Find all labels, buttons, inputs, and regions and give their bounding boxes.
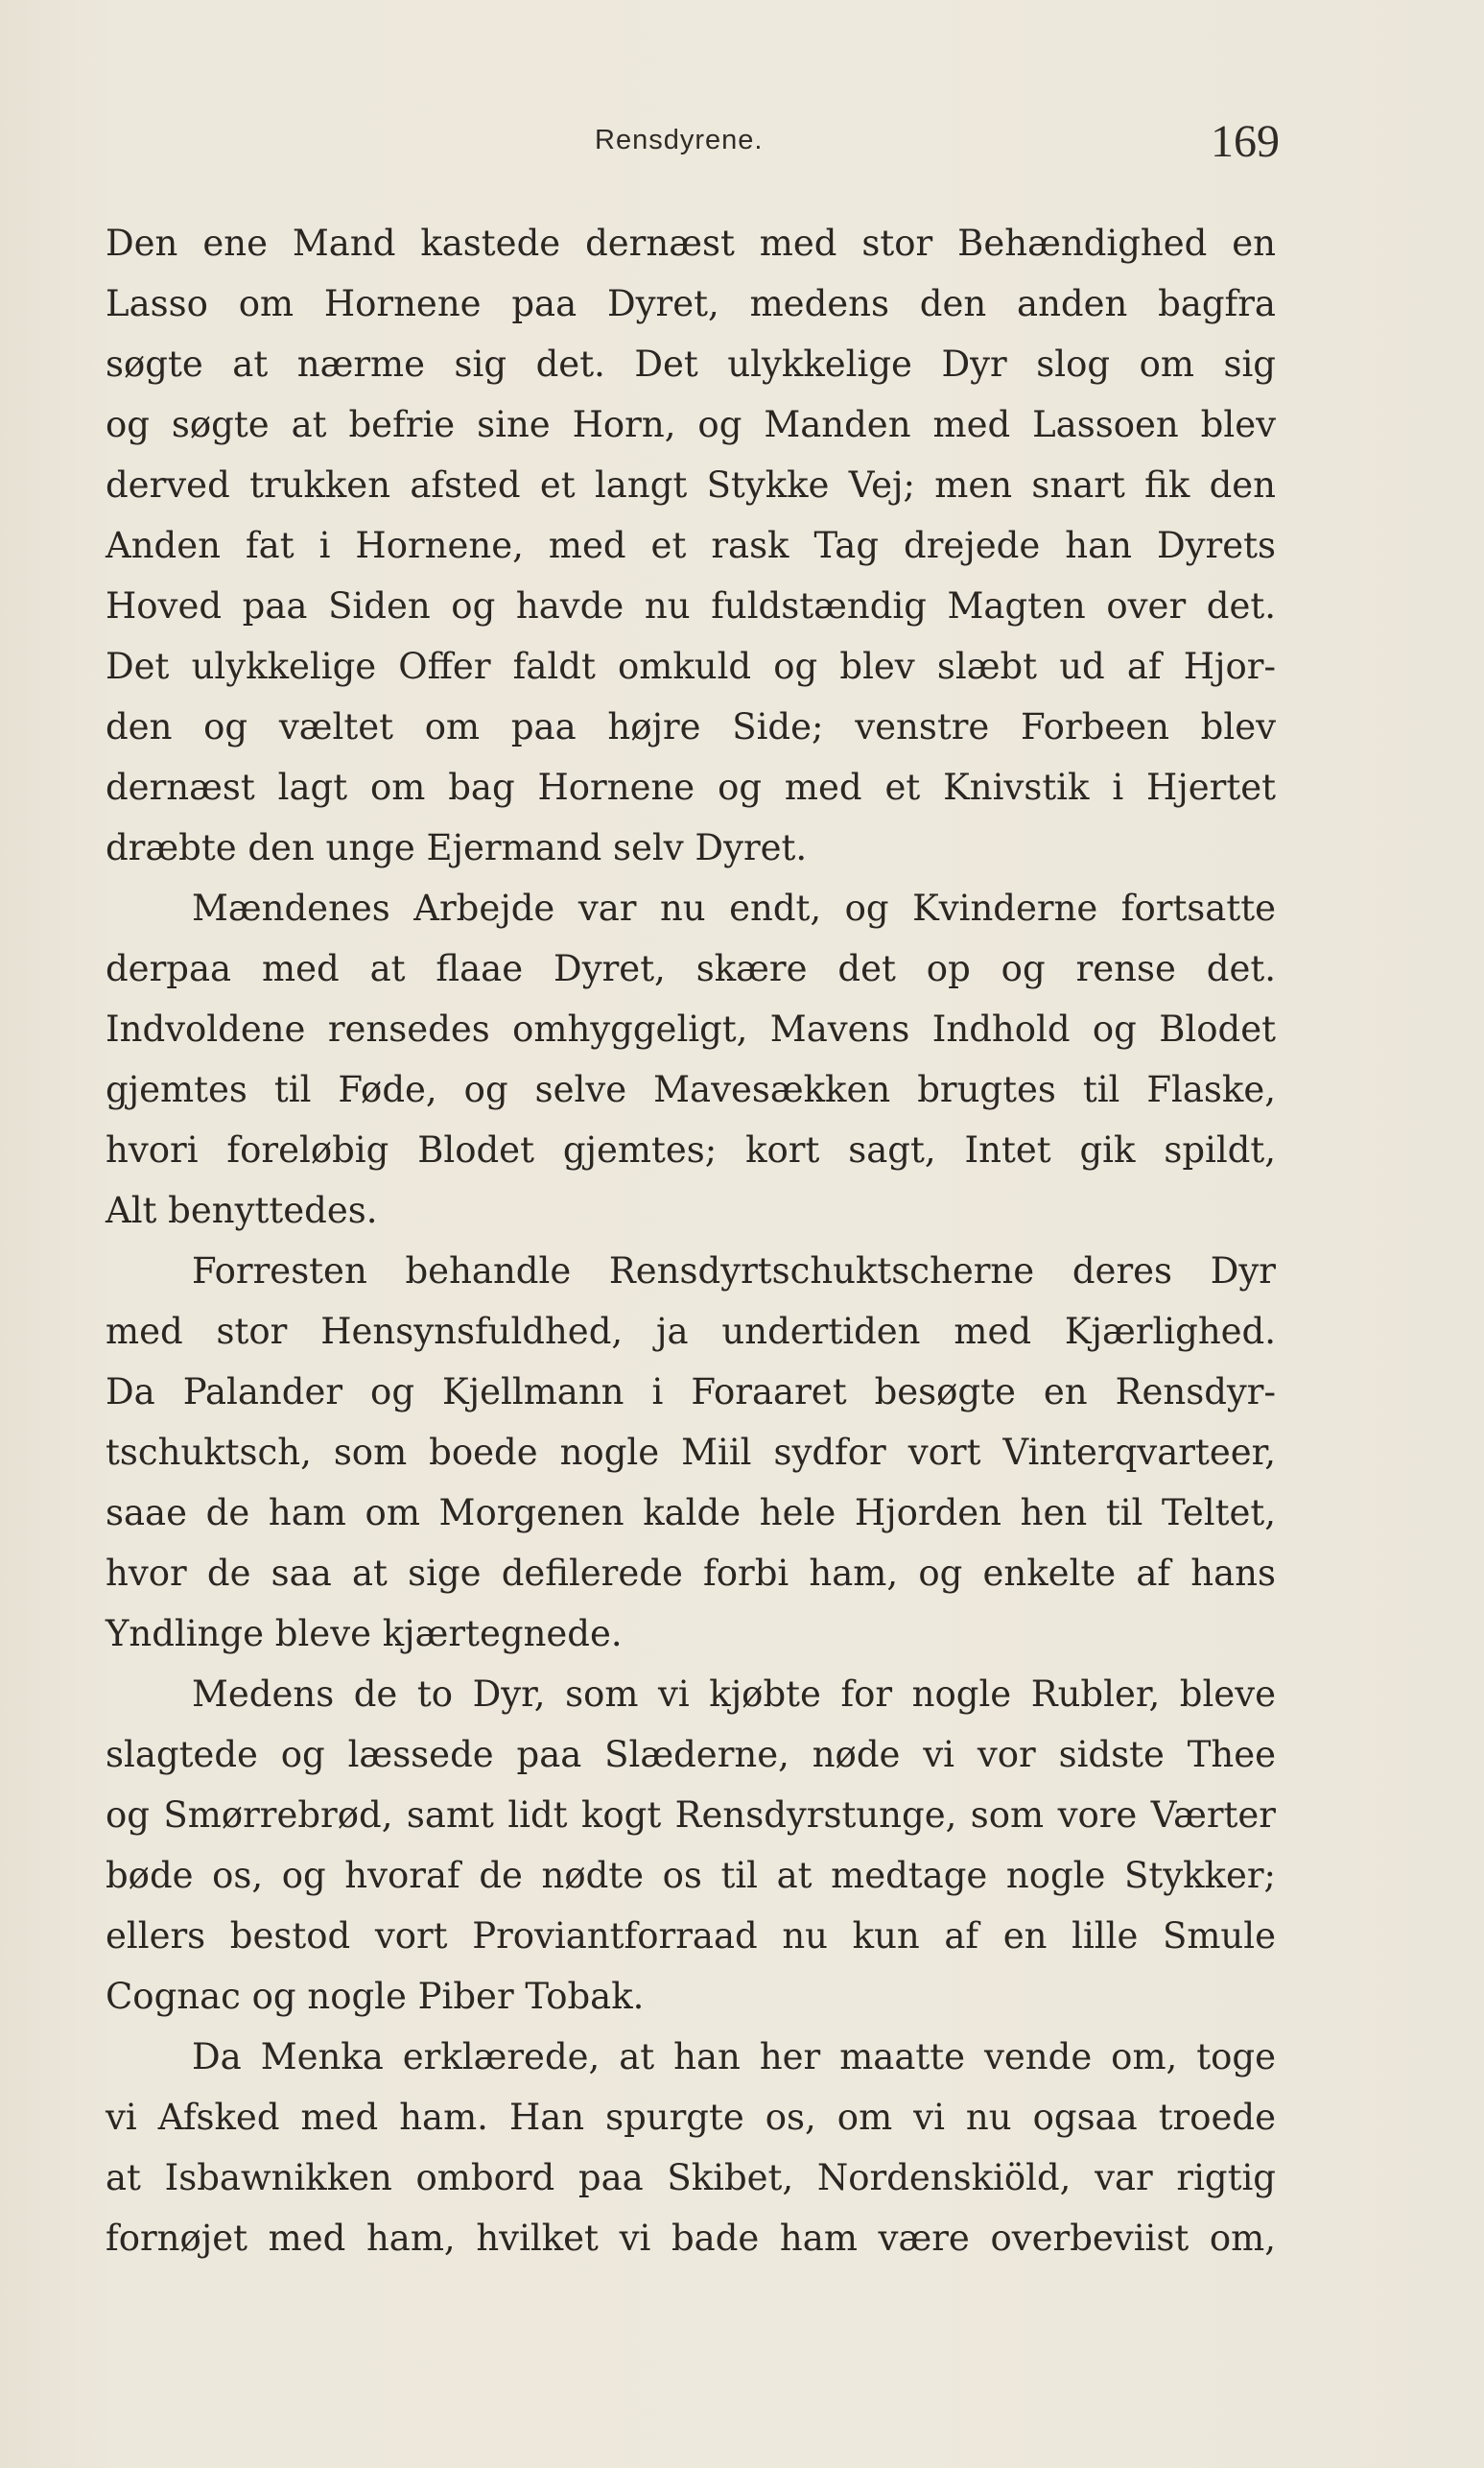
text-line: gjemtes til Føde, og selve Mavesækken brugtes til Flaske, <box>106 1069 1276 1110</box>
page-number: 169 <box>1211 116 1280 167</box>
text-line: Medens de to Dyr, som vi kjøbte for nogle Rubler, bleve <box>192 1673 1276 1715</box>
text-line: Lasso om Hornene paa Dyret, medens den anden bagfra <box>106 283 1276 324</box>
text-line: Forresten behandle Rensdyrtschuktscherne deres Dyr <box>192 1250 1276 1292</box>
text-line: Den ene Mand kastede dernæst med stor Behændighed en <box>106 223 1276 264</box>
running-head <box>0 115 1484 173</box>
text-line: Da Palander og Kjellmann i Foraaret besøgte en Rensdyr- <box>106 1371 1276 1412</box>
text-line: Hoved paa Siden og havde nu fuldstændig Magten over det. <box>106 585 1276 627</box>
text-line: Det ulykkelige Offer faldt omkuld og blev slæbt ud af Hjor- <box>106 646 1276 687</box>
text-line: dræbte den unge Ejermand selv Dyret. <box>106 827 808 868</box>
text-line: Mændenes Arbejde var nu endt, og Kvinderne fortsatte <box>192 888 1276 929</box>
text-line: og søgte at befrie sine Horn, og Manden med Lassoen blev <box>106 404 1276 445</box>
text-line: fornøjet med ham, hvilket vi bade ham være overbeviist om, <box>106 2218 1276 2259</box>
text-line: derved trukken afsted et langt Stykke Vej; men snart fik den <box>106 464 1276 506</box>
text-line: hvor de saa at sige defilerede forbi ham, og enkelte af hans <box>106 1553 1276 1594</box>
text-line: Indvoldene rensedes omhyggeligt, Mavens Indhold og Blodet <box>106 1009 1276 1050</box>
text-line: Anden fat i Hornene, med et rask Tag drejede han Dyrets <box>106 525 1276 566</box>
text-line: Yndlinge bleve kjærtegnede. <box>106 1613 623 1654</box>
text-line: Alt benyttedes. <box>106 1190 378 1231</box>
text-line: dernæst lagt om bag Hornene og med et Knivstik i Hjertet <box>106 767 1276 808</box>
text-line: den og væltet om paa højre Side; venstre Forbeen blev <box>106 706 1276 748</box>
text-line: med stor Hensynsfuldhed, ja undertiden med Kjærlighed. <box>106 1311 1276 1352</box>
text-line: at Isbawnikken ombord paa Skibet, Nordenskiöld, var rigtig <box>106 2157 1276 2198</box>
text-line: saae de ham om Morgenen kalde hele Hjorden hen til Teltet, <box>106 1492 1276 1533</box>
text-line: hvori foreløbig Blodet gjemtes; kort sagt, Intet gik spildt, <box>106 1129 1276 1171</box>
text-line: tschuktsch, som boede nogle Miil sydfor vort Vinterqvarteer, <box>106 1432 1276 1473</box>
text-line: Cognac og nogle Piber Tobak. <box>106 1976 645 2017</box>
text-line: vi Afsked med ham. Han spurgte os, om vi nu ogsaa troede <box>106 2097 1276 2138</box>
body-text <box>106 213 1276 2268</box>
text-line: og Smørrebrød, samt lidt kogt Rensdyrstunge, som vore Værter <box>106 1794 1276 1836</box>
text-line: bøde os, og hvoraf de nødte os til at medtage nogle Stykker; <box>106 1855 1276 1896</box>
text-line: Da Menka erklærede, at han her maatte vende om, toge <box>192 2036 1276 2077</box>
text-line: ellers bestod vort Proviantforraad nu kun af en lille Smule <box>106 1915 1276 1957</box>
text-line: slagtede og læssede paa Slæderne, nøde vi vor sidste Thee <box>106 1734 1276 1775</box>
running-title: Rensdyrene. <box>595 125 764 155</box>
text-line: derpaa med at flaae Dyret, skære det op og rense det. <box>106 948 1276 989</box>
text-line: søgte at nærme sig det. Det ulykkelige Dyr slog om sig <box>106 344 1276 385</box>
